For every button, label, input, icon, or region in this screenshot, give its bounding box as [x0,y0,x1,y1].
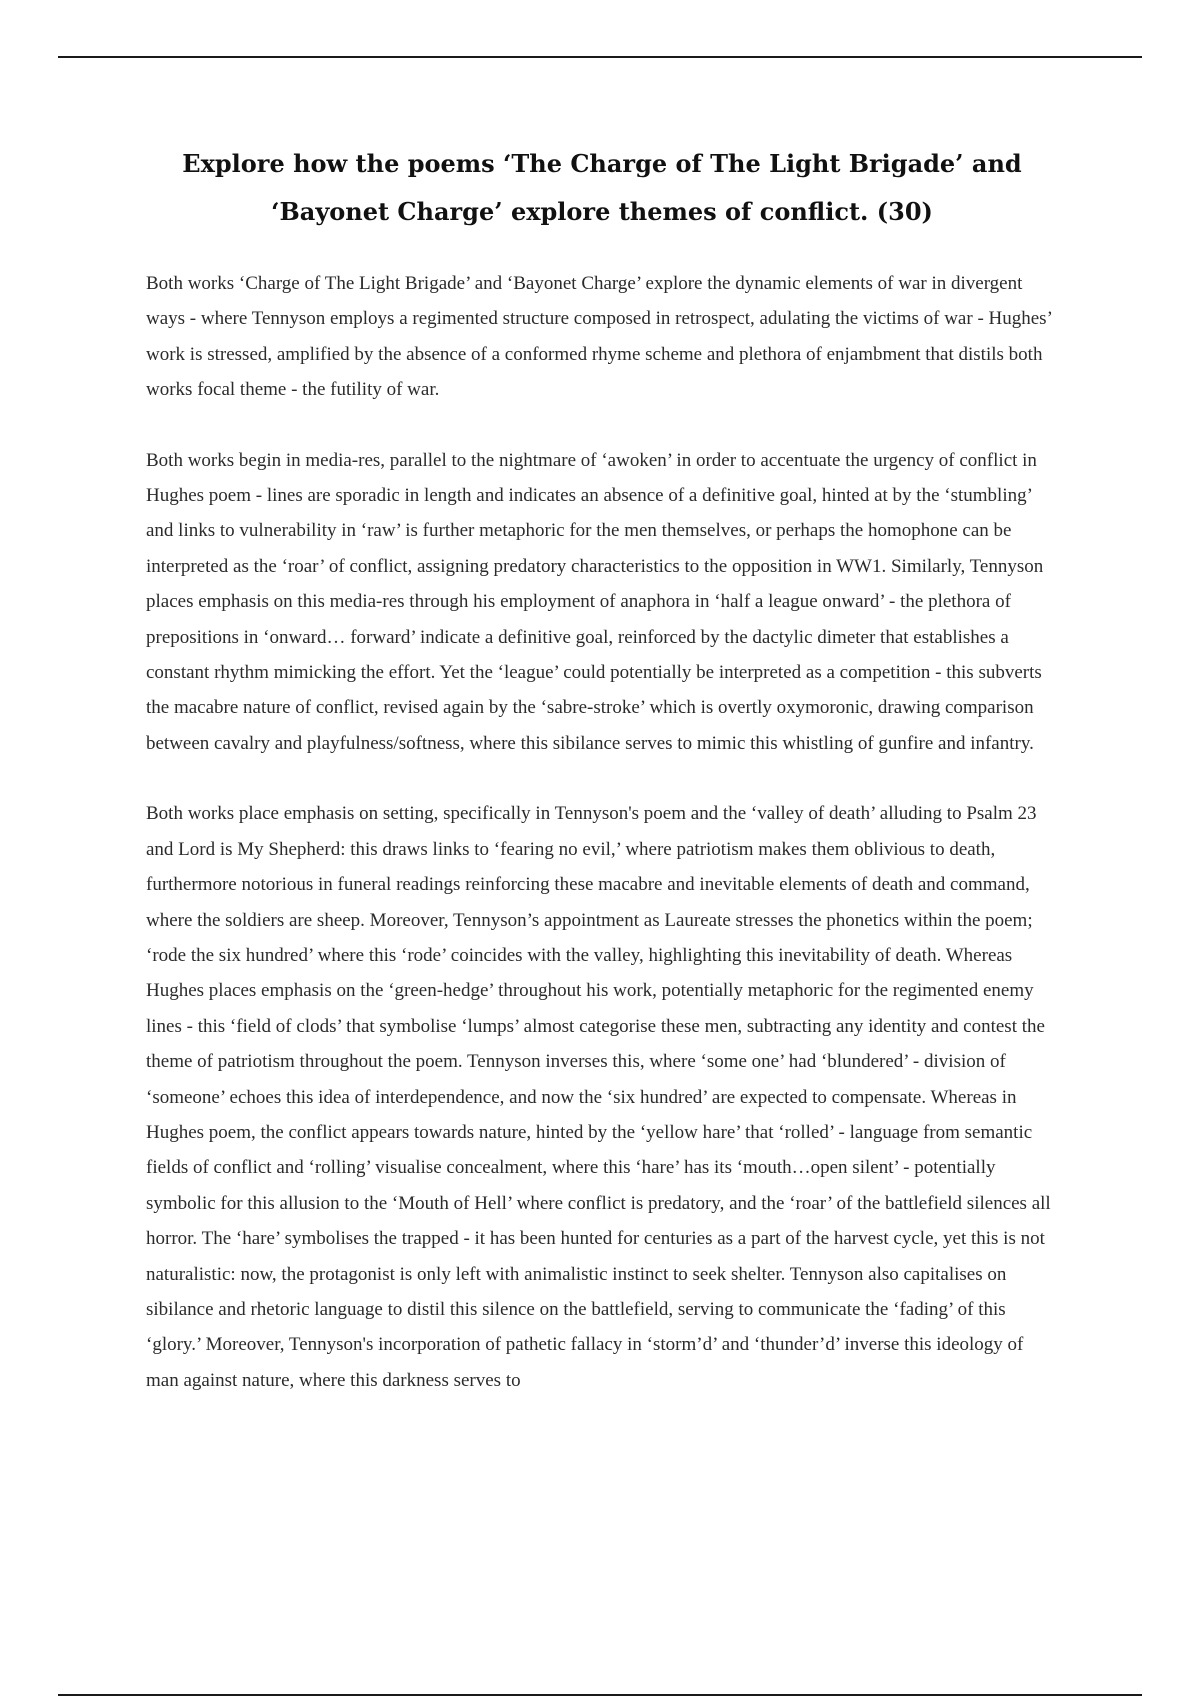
bottom-rule [58,1694,1142,1696]
paragraph-setting: Both works place emphasis on setting, specifically in Tennyson's poem and the ‘valley of death’ alluding to Psalm 23 and Lord is My Shepherd: this draws links to ‘fearing no evil,’ where patriotism makes them oblivious to death, furthermore notorious in funeral readings reinforcing these macabre and inevitable elements of death and command, where the soldiers are sheep. Moreover, Tennyson’s appointment as Laureate stresses the phonetics within the poem; ‘rode the six hundred’ where this ‘rode’ coincides with the valley, highlighting this inevitability of death. Whereas Hughes places emphasis on the ‘green-hedge’ throughout his work, potentially metaphoric for the regimented enemy lines - this ‘field of clods’ that symbolise ‘lumps’ almost categorise these men, subtracting any identity and contest the theme of patriotism throughout the poem. Tennyson inverses this, where ‘some one’ had ‘blundered’ - division of ‘someone’ echoes this idea of interdependence, and now the ‘six hundred’ are expected to compensate. Whereas in Hughes poem, the conflict appears towards nature, hinted by the ‘yellow hare’ that ‘rolled’ - language from semantic fields of conflict and ‘rolling’ visualise concealment, where this ‘hare’ has its ‘mouth…open silent’ - potentially symbolic for this allusion to the ‘Mouth of Hell’ where conflict is predatory, and the ‘roar’ of the battlefield silences all horror. The ‘hare’ symbolises the trapped - it has been hunted for centuries as a part of the harvest cycle, yet this is not naturalistic: now, the protagonist is only left with animalistic instinct to seek shelter. Tennyson also capitalises on sibilance and rhetoric language to distil this silence on the battlefield, serving to communicate the ‘fading’ of this ‘glory.’ Moreover, Tennyson's incorporation of pathetic fallacy in ‘storm’d’ and ‘thunder’d’ inverse this ideology of man against nature, where this darkness serves to [146,803,1051,1391]
paragraph-introduction: Both works ‘Charge of The Light Brigade’ and ‘Bayonet Charge’ explore the dynamic elements of war in divergent ways - where Tennyson employs a regimented structure composed in retrospect, adulating the victims of war - Hughes’ work is stressed, amplified by the absence of a conformed rhyme scheme and plethora of enjambment that distils both works focal theme - the futility of war. [146,273,1052,401]
paragraph-media-res: Both works begin in media-res, parallel to the nightmare of ‘awoken’ in order to accentuate the urgency of conflict in Hughes poem - lines are sporadic in length and indicates an absence of a definitive goal, hinted at by the ‘stumbling’ and links to vulnerability in ‘raw’ is further metaphoric for the men themselves, or perhaps the homophone can be interpreted as the ‘roar’ of conflict, assigning predatory characteristics to the opposition in WW1. Similarly, Tennyson places emphasis on this media-res through his employment of anaphora in ‘half a league onward’ - the plethora of prepositions in ‘onward… forward’ indicate a definitive goal, reinforced by the dactylic dimeter that establishes a constant rhythm mimicking the effort. Yet the ‘league’ could potentially be interpreted as a competition - this subverts the macabre nature of conflict, revised again by the ‘sabre-stroke’ which is overtly oxymoronic, drawing comparison between cavalry and playfulness/softness, where this sibilance serves to mimic this whistling of gunfire and infantry. [146,449,1044,754]
top-rule [58,56,1142,58]
document-body [146,140,1058,1433]
essay-title: Explore how the poems ‘The Charge of The Light Brigade’ and ‘Bayonet Charge’ explore themes of conflict. (30) [182,149,1022,226]
